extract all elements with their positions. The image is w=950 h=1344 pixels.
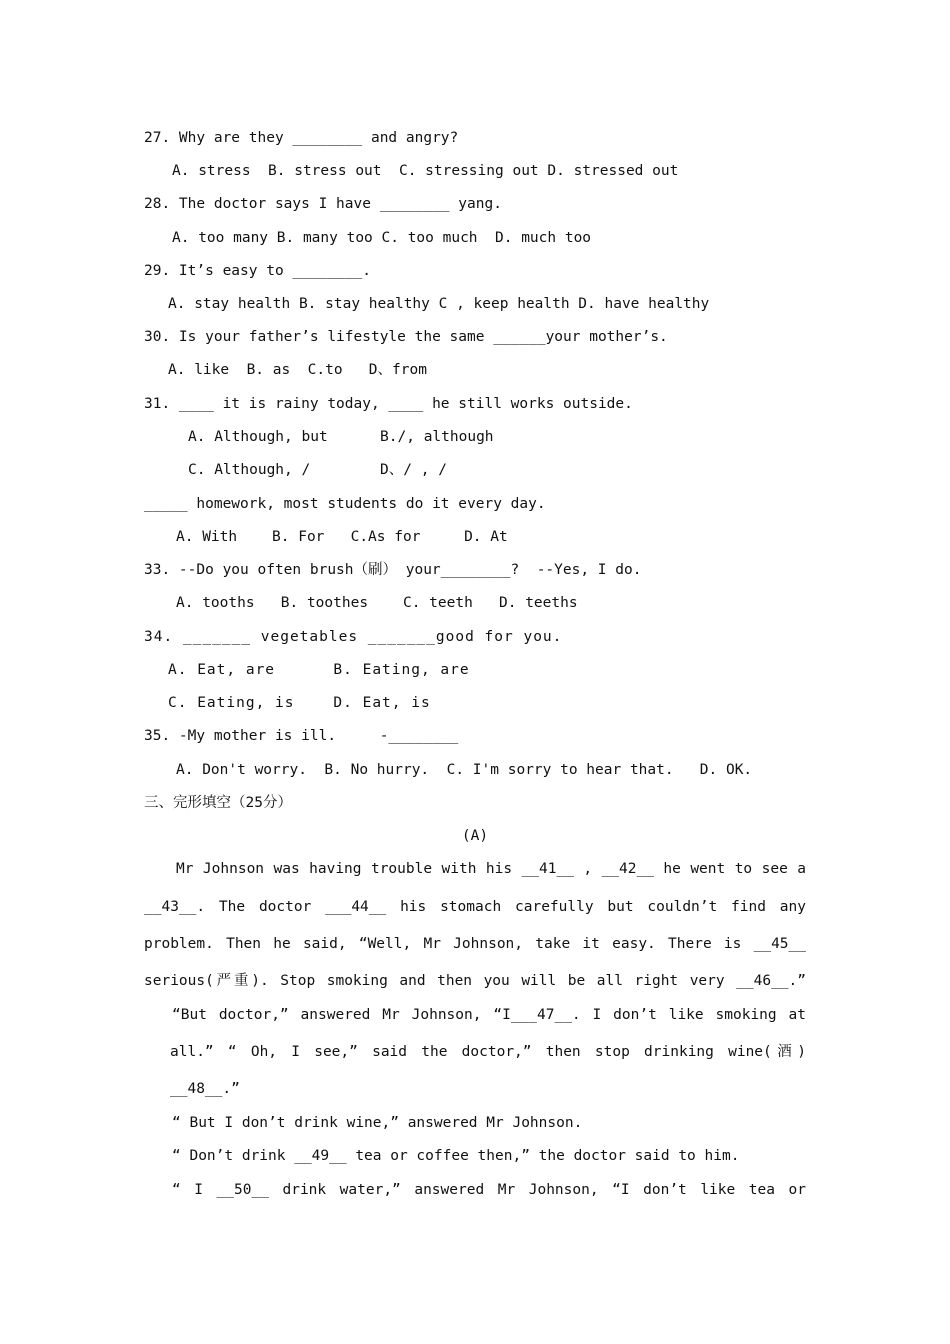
question-32: _____ homework, most students do it every day. xyxy=(144,496,546,512)
passage-line: “ But I don’t drink wine,” answered Mr Johnson. xyxy=(172,1115,583,1131)
question-35: 35. -My mother is ill. -________ xyxy=(144,728,459,744)
passage-line: “But doctor,” answered Mr Johnson, “I___47__. I don’t like smoking at xyxy=(172,1007,806,1023)
question-30: 30. Is your father’s lifestyle the same ______your mother’s. xyxy=(144,329,668,345)
question-28: 28. The doctor says I have ________ yang. xyxy=(144,196,502,212)
question-32-options: A. With B. For C.As for D. At xyxy=(176,529,508,545)
question-33: 33. --Do you often brush（刷） your________? --Yes, I do. xyxy=(144,562,642,578)
passage-line: problem. Then he said, “Well, Mr Johnson, take it easy. There is __45__ xyxy=(144,936,806,952)
section-heading: 三、完形填空（25分） xyxy=(144,795,292,811)
question-35-options: A. Don't worry. B. No hurry. C. I'm sorry to hear that. D. OK. xyxy=(176,762,753,778)
question-34: 34. _______ vegetables _______good for you. xyxy=(144,629,563,645)
question-27: 27. Why are they ________ and angry? xyxy=(144,130,459,146)
passage-line: Mr Johnson was having trouble with his __41__ , __42__ he went to see a xyxy=(176,861,806,877)
question-31-options-2: C. Although, / D、/ , / xyxy=(188,462,447,478)
question-27-options: A. stress B. stress out C. stressing out D. stressed out xyxy=(172,163,679,179)
question-28-options: A. too many B. many too C. too much D. much too xyxy=(172,230,592,246)
passage-line: all.” “ Oh, I see,” said the doctor,” then stop drinking wine(酒) xyxy=(170,1044,806,1060)
question-29-options: A. stay health B. stay healthy C , keep health D. have healthy xyxy=(168,296,710,312)
passage-line: “ Don’t drink __49__ tea or coffee then,” the doctor said to him. xyxy=(172,1148,740,1164)
passage-label: (A) xyxy=(461,828,489,844)
passage-line: “ I __50__ drink water,” answered Mr Johnson, “I don’t like tea or xyxy=(172,1182,806,1198)
question-34-options-2: C. Eating, is D. Eat, is xyxy=(168,695,431,711)
question-31: 31. ____ it is rainy today, ____ he still works outside. xyxy=(144,396,633,412)
question-31-options-1: A. Although, but B./, although xyxy=(188,429,494,445)
question-30-options: A. like B. as C.to D、from xyxy=(168,362,427,378)
question-29: 29. It’s easy to ________. xyxy=(144,263,371,279)
passage-line: __48__.” xyxy=(170,1081,240,1097)
passage-line: __43__. The doctor ___44__ his stomach carefully but couldn’t find any xyxy=(144,899,806,915)
question-34-options-1: A. Eat, are B. Eating, are xyxy=(168,662,470,678)
question-33-options: A. tooths B. toothes C. teeth D. teeths xyxy=(176,595,578,611)
passage-line: serious(严重). Stop smoking and then you will be all right very __46__.” xyxy=(144,973,806,989)
